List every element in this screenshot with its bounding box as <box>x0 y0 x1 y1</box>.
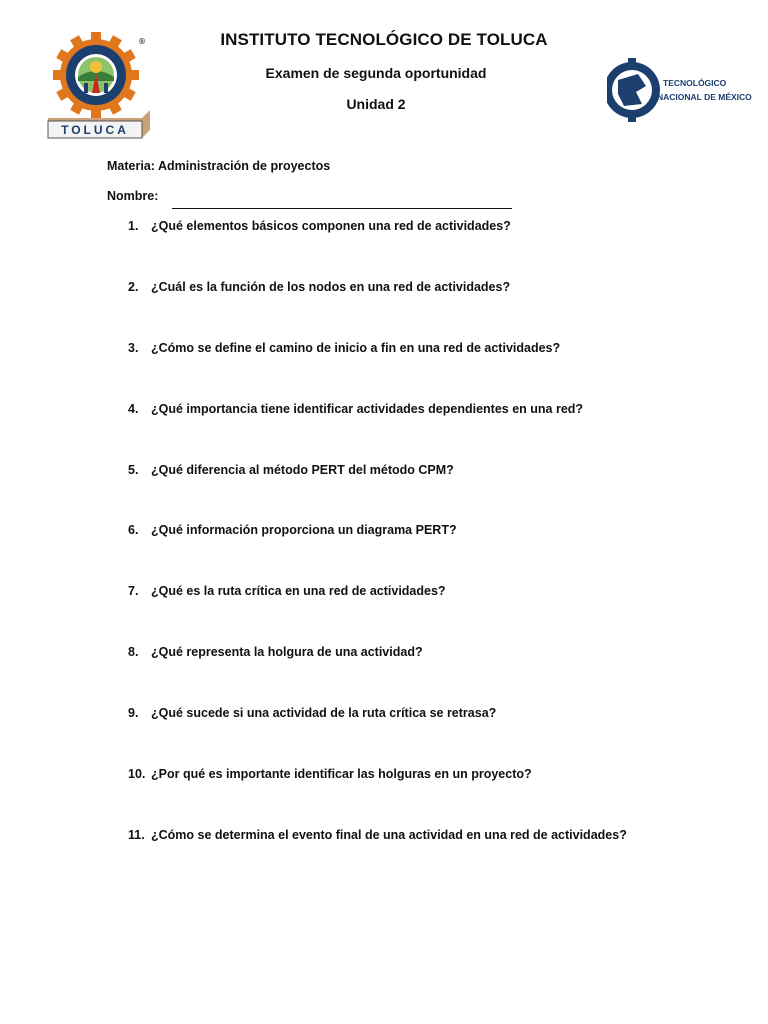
question-text: ¿Cómo se determina el evento final de una actividad en una red de actividades? <box>151 827 627 842</box>
question-item <box>128 706 627 767</box>
question-item <box>128 402 627 463</box>
question-text: ¿Qué diferencia al método PERT del método CPM? <box>151 462 454 477</box>
name-input-line[interactable] <box>172 208 512 209</box>
toluca-logo-text: TOLUCA <box>61 123 129 137</box>
question-text: ¿Cómo se define el camino de inicio a fin en una red de actividades? <box>151 340 561 355</box>
question-number: 8. <box>128 645 139 660</box>
question-text: ¿Por qué es importante identificar las holguras en un proyecto? <box>151 767 532 782</box>
question-number: 3. <box>128 340 139 355</box>
name-label: Nombre: <box>107 189 159 203</box>
tecnm-line1: TECNOLÓGICO <box>663 78 727 88</box>
question-text: ¿Qué sucede si una actividad de la ruta crítica se retrasa? <box>151 706 497 721</box>
question-item <box>128 280 627 341</box>
question-text: ¿Qué información proporciona un diagrama PERT? <box>151 523 457 538</box>
question-number: 4. <box>128 401 139 416</box>
question-item <box>128 767 627 828</box>
unit-title: Unidad 2 <box>346 96 406 112</box>
question-item <box>128 645 627 706</box>
question-number: 6. <box>128 523 139 538</box>
question-number: 2. <box>128 279 139 294</box>
tecnm-logo <box>607 54 757 126</box>
question-text: ¿Qué importancia tiene identificar actividades dependientes en una red? <box>151 401 584 416</box>
question-item <box>128 828 627 889</box>
subject-label: Materia: Administración de proyectos <box>107 159 331 173</box>
institution-title: INSTITUTO TECNOLÓGICO DE TOLUCA <box>220 30 548 49</box>
question-item <box>128 219 627 280</box>
question-item <box>128 341 627 402</box>
exam-title: Examen de segunda oportunidad <box>265 65 487 81</box>
question-number: 5. <box>128 462 139 477</box>
question-text: ¿Cuál es la función de los nodos en una red de actividades? <box>151 279 511 294</box>
question-number: 11. <box>128 827 145 842</box>
question-text: ¿Qué es la ruta crítica en una red de actividades? <box>151 584 446 599</box>
question-list <box>128 219 627 889</box>
registered-mark: ® <box>138 37 146 46</box>
question-item <box>128 584 627 645</box>
tecnm-line2: NACIONAL DE MÉXICO <box>657 92 752 102</box>
question-number: 9. <box>128 706 139 721</box>
question-text: ¿Qué representa la holgura de una actividad? <box>151 645 423 660</box>
question-number: 10. <box>128 767 146 782</box>
question-item <box>128 463 627 524</box>
question-number: 1. <box>128 219 139 233</box>
question-text: ¿Qué elementos básicos componen una red de actividades? <box>151 219 511 233</box>
question-item <box>128 523 627 584</box>
question-number: 7. <box>128 584 139 599</box>
